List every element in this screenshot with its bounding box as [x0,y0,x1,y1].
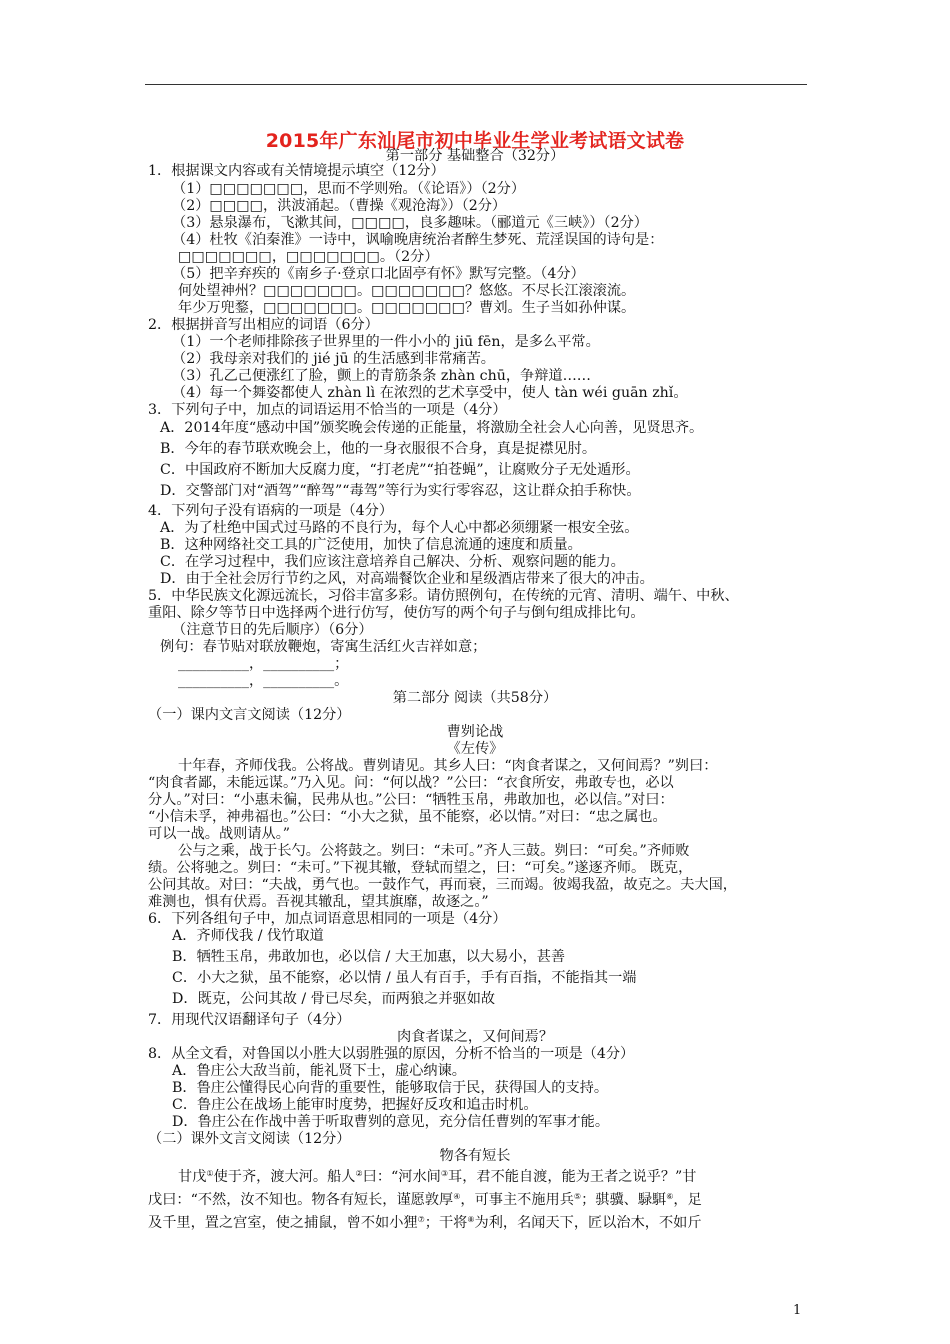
text-line: A．2014年度“感动中国”颁奖晚会传递的正能量，将激励全社会人心向善，见贤思齐。 [160,420,704,436]
text-line: 年少万兜鍪，□□□□□□□。□□□□□□□？曹刘。生子当如孙仲谋。 [178,300,636,316]
text-line: C．中国政府不断加大反腐力度，“打老虎”“拍苍蝇”，让腐败分子无处遁形。 [160,462,640,478]
text-line: （4）每一个舞姿都使人 zhàn lì 在浓烈的艺术享受中，使人 tàn wéi guān zhǐ。 [172,385,688,401]
text-line: （一）课内文言文阅读（12分） [148,707,351,723]
page-number: 1 [793,1303,802,1318]
text-line: （注意节日的先后顺序）（6分） [172,622,373,638]
text-line: A．鲁庄公大敌当前，能礼贤下士，虚心纳谏。 [172,1063,466,1079]
text-line: B．鲁庄公懂得民心向背的重要性，能够取信于民，获得国人的支持。 [172,1080,609,1096]
text-line: 物各有短长 [439,1148,511,1164]
text-line: 公与之乘，战于长勺。公将鼓之。刿曰：“未可。”齐人三鼓。刿曰：“可矣。”齐师败 [178,843,690,859]
text-line: D．交警部门对“酒驾”“醉驾”“毒驾”等行为实行零容忍，这让群众拍手称快。 [160,483,641,499]
text-line: __________，__________。 [178,673,349,689]
text-line: B．这种网络社交工具的广泛使用，加快了信息流通的速度和质量。 [160,537,582,553]
text-line: 5．中华民族文化源远流长，习俗丰富多彩。请仿照例句，在传统的元宵、清明、端午、中秋、 [148,588,739,604]
text-line: B．今年的春节联欢晚会上，他的一身衣服很不合身，真是捉襟见肘。 [160,441,597,457]
text-line: 6．下列各组句子中，加点词语意思相同的一项是（4分） [148,911,507,927]
para-line-1: 甘戊①使于齐，渡大河。船人②曰：“河水间③耳，君不能自渡，能为王者之说乎？”甘 [178,1169,697,1185]
text-line: D．鲁庄公在作战中善于听取曹刿的意见，充分信任曹刿的军事才能。 [172,1114,610,1130]
text-line: 分人。”对曰：“小惠未徧，民弗从也。”公曰：“牺牲玉帛，弗敢加也，必以信。”对曰： [148,792,674,808]
text-line: 第二部分 阅读（共58分） [392,690,558,706]
text-line: 3．下列句子中，加点的词语运用不恰当的一项是（4分） [148,402,507,418]
text-line: A．为了杜绝中国式过马路的不良行为，每个人心中都必须绷紧一根安全弦。 [160,520,639,536]
text-line: 4．下列句子没有语病的一项是（4分） [148,503,394,519]
text-line: 十年春，齐师伐我。公将战。曹刿请见。其乡人曰：“肉食者谋之，又何间焉？”刿曰： [178,758,718,774]
text-line: 曹刿论战 [446,724,504,740]
text-line: （3）孔乙己便涨红了脸，颤上的青筋条条 zhàn chū，争辩道…… [172,368,591,384]
text-line: B．牺牲玉帛，弗敢加也，必以信 / 大王加惠，以大易小，甚善 [172,949,566,965]
text-line: （1）一个老师排除孩子世界里的一件小小的 jiū fēn，是多么平常。 [172,334,600,350]
text-line: 难测也，惧有伏焉。吾视其辙乱，望其旗靡，故逐之。” [148,894,489,910]
text-line: （2）□□□□，洪波涌起。（曹操《观沧海》）（2分） [172,198,507,214]
text-line: 可以一战。战则请从。” [148,826,291,842]
text-line: C．小大之狱，虽不能察，必以情 / 虽人有百手，手有百指，不能指其一端 [172,970,637,986]
text-line: D．由于全社会厉行节约之风，对高端餐饮企业和星级酒店带来了很大的冲击。 [160,571,654,587]
text-line: A．齐师伐我 / 伐竹取道 [172,928,324,944]
text-line: （4）杜牧《泊秦淮》一诗中，讽喻晚唐统治者醉生梦死、荒淫误国的诗句是： [172,232,664,248]
text-line: 第一部分 基础整合（32分） [385,148,565,164]
text-line: “小信未孚，神弗福也。”公曰：“小大之狱，虽不能察，必以情。”对曰：“忠之属也。 [148,809,667,825]
text-line: （1）□□□□□□□，思而不学则殆。（《论语》）（2分） [172,181,526,197]
text-line: __________，__________； [178,656,349,672]
text-line: 8．从全文看，对鲁国以小胜大以弱胜强的原因，分析不恰当的一项是（4分） [148,1046,635,1062]
text-line: C．鲁庄公在战场上能审时度势，把握好反攻和追击时机。 [172,1097,538,1113]
text-line: （2）我母亲对我们的 jié jū 的生活感到非常痛苦。 [172,351,495,367]
header-rule [145,84,807,85]
text-line: 重阳、除夕等节日中选择两个进行仿写，使仿写的两个句子与倒句组成排比句。 [148,605,645,621]
text-line: （二）课外文言文阅读（12分） [148,1131,351,1147]
text-line: 绩。公将驰之。刿曰：“未可。”下视其辙，登轼而望之，曰：“可矣。”遂逐齐师。 既克， [148,860,693,876]
text-line: 例句：春节贴对联放鞭炮，寄寓生活红火吉祥如意； [160,639,487,655]
text-line: C．在学习过程中，我们应该注意培养自己解决、分析、观察问题的能力。 [160,554,625,570]
text-line: （3）悬泉瀑布，飞漱其间，□□□□，良多趣味。（郦道元《三峡》）（2分） [172,215,648,231]
text-line: 1．根据课文内容或有关情境提示填空（12分） [148,163,445,179]
text-line: 肉食者谋之，又何间焉？ [396,1029,554,1045]
para-line-3: 及千里，置之宫室，使之捕鼠，曾不如小狸⑦；干将⑧为利，名闻天下，匠以治木，不如斤 [148,1215,702,1231]
page-title: 2015年广东汕尾市初中毕业生学业考试语文试卷 [265,130,685,152]
text-line: □□□□□□□，□□□□□□□。（2分） [178,249,439,265]
text-line: 《左传》 [446,741,504,757]
text-line: 公问其故。对曰：“夫战，勇气也。一鼓作气，再而衰，三而竭。彼竭我盈，故克之。夫大国， [148,877,737,893]
text-line: 7．用现代汉语翻译句子（4分） [148,1012,351,1028]
text-line: （5）把辛弃疾的《南乡子·登京口北固亭有怀》默写完整。（4分） [172,266,585,282]
para-line-2: 戊曰：“不然，汝不知也。物各有短长，谨愿敦厚④，可事主不施用兵⑤；骐骥、騄駬⑥，足 [148,1192,702,1208]
text-line: “肉食者鄙，未能远谋。”乃入见。问：“何以战？”公曰：“衣食所安，弗敢专也，必以 [148,775,674,791]
text-line: 何处望神州？□□□□□□□。□□□□□□□？悠悠。不尽长江滚滚流。 [178,283,636,299]
text-line: D．既克，公问其故 / 骨已尽矣，而两狼之并驱如故 [172,991,496,1007]
text-line: 2．根据拼音写出相应的词语（6分） [148,317,379,333]
